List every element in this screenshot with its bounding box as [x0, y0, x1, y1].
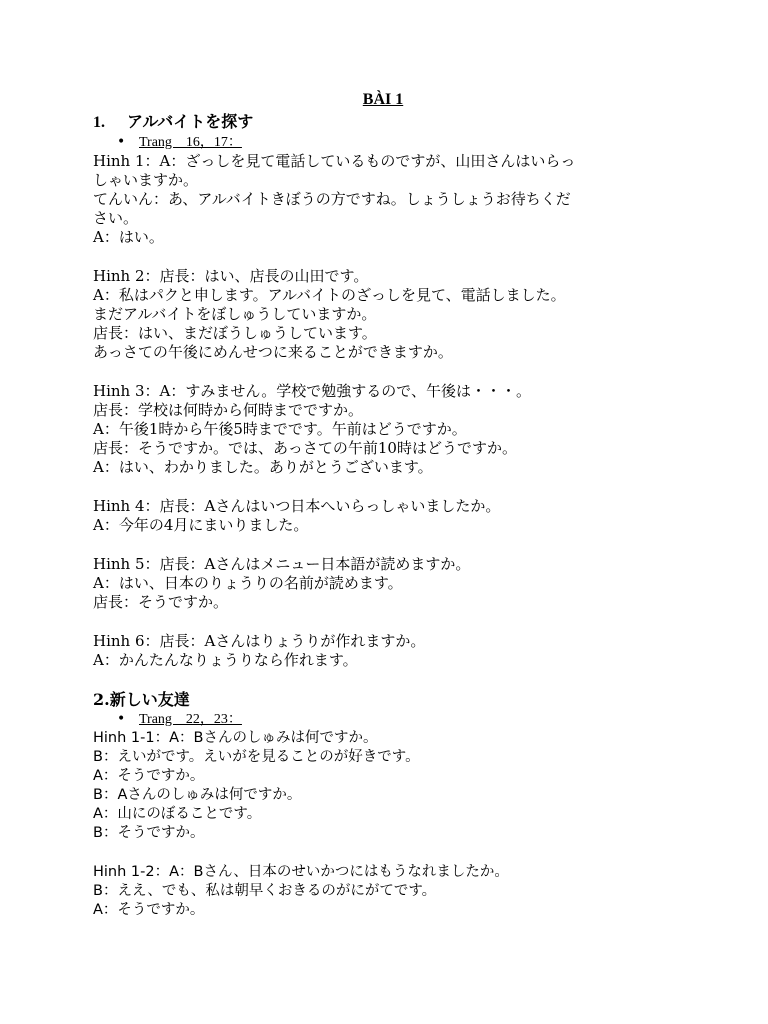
dialogue-line: 店長：そうですか。	[93, 593, 229, 611]
dialogue-line: しゃいますか。	[93, 171, 199, 189]
dialogue-block	[93, 729, 683, 843]
section-2-page-ref-text: Trang 22，23：	[139, 712, 242, 727]
dialogue-line: てんいん：あ、アルバイトきぼうの方ですね。しょうしょうお待ちくだ	[93, 190, 571, 208]
dialogue-line: A：はい、日本のりょうりの名前が読めます。	[93, 574, 403, 592]
dialogue-line: Hinh 1-2：A：Bさん、日本のせいかつにはもうなれましたか。	[93, 864, 509, 880]
dialogue-line: A：はい。	[93, 228, 164, 246]
section-2-dialogues	[93, 729, 683, 920]
section-1-heading	[93, 112, 683, 133]
section-2-heading: 2.新しい友達	[93, 690, 190, 709]
dialogue-block	[93, 555, 683, 612]
dialogue-line: B：ええ、でも、私は朝早くおきるのがにがてです。	[93, 883, 437, 899]
dialogue-line: A：そうですか。	[93, 902, 205, 918]
dialogue-line: Hinh 1-1：A：Bさんのしゅみは何ですか。	[93, 730, 378, 746]
dialogue-block	[93, 267, 683, 362]
dialogue-block	[93, 632, 683, 670]
dialogue-line: Hinh 6：店長：Aさんはりょうりが作れますか。	[93, 632, 426, 650]
dialogue-line: 店長：学校は何時から何時までですか。	[93, 401, 364, 419]
dialogue-line: A：はい、わかりました。ありがとうございます。	[93, 458, 433, 476]
section-1-dialogues	[93, 152, 683, 670]
bullet-icon: •	[117, 711, 126, 727]
dialogue-block	[93, 863, 683, 920]
page-title: BÀI 1	[362, 91, 404, 108]
dialogue-line: Hinh 4：店長：Aさんはいつ日本へいらっしゃいましたか。	[93, 497, 501, 515]
section-1-page-ref	[93, 133, 683, 152]
dialogue-line: A：午後1時から午後5時までです。午前はどうですか。	[93, 420, 467, 438]
dialogue-line: 店長：そうですか。では、あっさての午前10時はどうですか。	[93, 439, 517, 457]
document-content	[93, 90, 683, 940]
dialogue-line: さい。	[93, 209, 139, 227]
section-1-title: アルバイトを探す	[127, 112, 254, 131]
dialogue-line: あっさての午後にめんせつに来ることができますか。	[93, 343, 453, 361]
section-1-page-ref-text: Trang 16，17：	[139, 135, 242, 150]
dialogue-line: B：えいがです。えいがを見ることのが好きです。	[93, 749, 420, 765]
dialogue-line: 店長：はい、まだぼうしゅうしています。	[93, 324, 377, 342]
dialogue-line: Hinh 2：店長：はい、店長の山田です。	[93, 267, 369, 285]
dialogue-block	[93, 497, 683, 535]
dialogue-line: A：かんたんなりょうりなら作れます。	[93, 651, 358, 669]
dialogue-line: B：そうですか。	[93, 825, 205, 841]
dialogue-line: A：今年の4月にまいりました。	[93, 516, 309, 534]
dialogue-block	[93, 382, 683, 477]
dialogue-line: まだアルバイトをぼしゅうしていますか。	[93, 305, 377, 323]
dialogue-line: Hinh 5：店長：Aさんはメニュー日本語が読めますか。	[93, 555, 471, 573]
dialogue-line: Hinh 3：A：すみません。学校で勉強するので、午後は・・・。	[93, 382, 531, 400]
dialogue-line: B：Aさんのしゅみは何ですか。	[93, 787, 302, 803]
section-1-number: 1.	[93, 114, 105, 131]
section-2-page-ref	[93, 710, 683, 729]
dialogue-line: A：私はパクと申します。アルバイトのざっしを見て、電話しました。	[93, 286, 566, 304]
dialogue-block	[93, 152, 683, 247]
dialogue-line: A：山にのぼることです。	[93, 806, 262, 822]
dialogue-line: A：そうですか。	[93, 768, 205, 784]
dialogue-line: Hinh 1：A：ざっしを見て電話しているものですが、山田さんはいらっ	[93, 152, 576, 170]
bullet-icon: •	[117, 134, 126, 150]
